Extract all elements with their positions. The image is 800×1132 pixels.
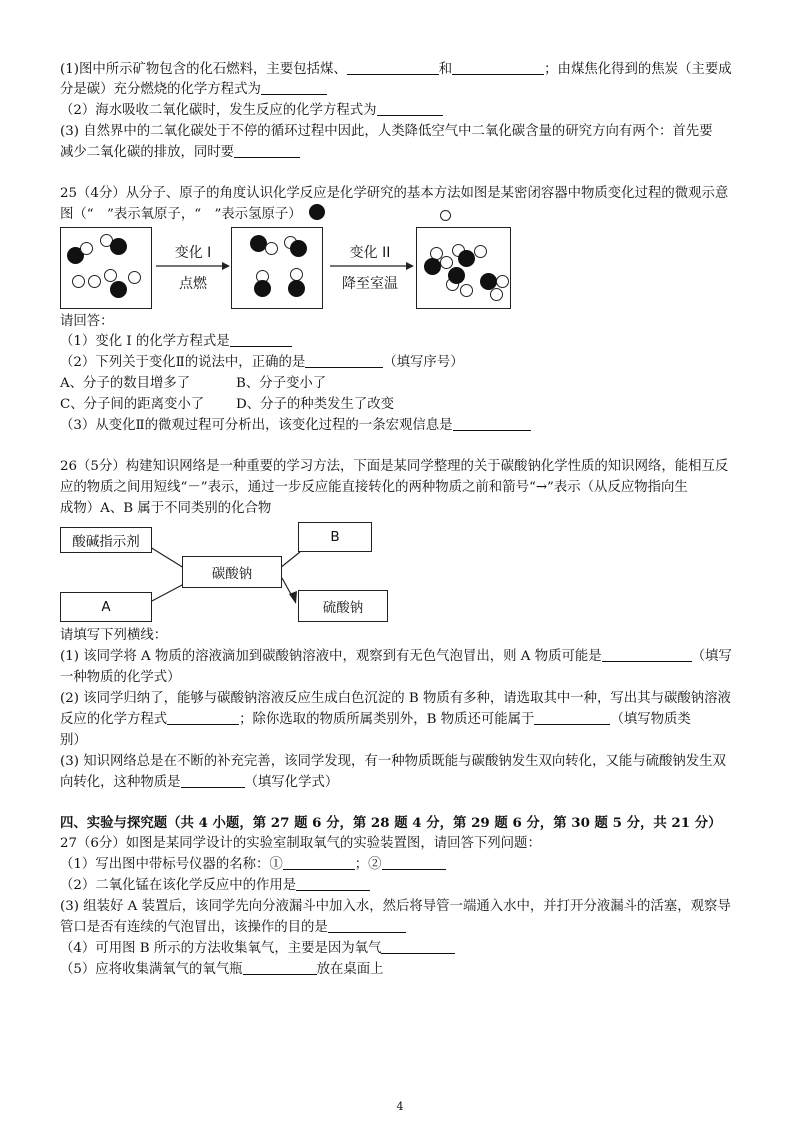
atom-icon [458, 250, 475, 267]
atom-icon [110, 281, 127, 298]
answer-blank[interactable] [328, 920, 406, 933]
q25-answer-intro: 请回答： [60, 314, 114, 329]
q27-part-3a: (3) 组装好 A 装置后，该同学先向分液漏斗中加入水，然后将导管一端通入水中，并打开分液漏斗的活塞，观察导 [60, 899, 731, 914]
q26-stem-1: 26（5分）构建知识网络是一种重要的学习方法，下面是某同学整理的关于碳酸钠化学性质的知识网络，能相互反 [60, 459, 729, 474]
box-acid-base-indicator: 酸碱指示剂 [60, 527, 152, 553]
atom-icon [128, 271, 141, 284]
q27-stem: 27（6分）如图是某同学设计的实验室制取氧气的实验装置图，请回答下列问题： [60, 836, 541, 851]
change-2-label: 变化 II [349, 245, 391, 261]
q25-part-2: （2）下列关于变化Ⅱ的说法中，正确的是 （填写序号） [60, 355, 464, 370]
q26-part-2a: (2) 该同学归纳了，能够与碳酸钠溶液反应生成白色沉淀的 B 物质有多种，请选取其中一种，写出其与碳酸钠溶液 [60, 691, 731, 706]
molecule-box-intermediate [231, 227, 323, 309]
atom-icon [460, 284, 473, 297]
section-4-title: 四、实验与探究题（共 4 小题，第 27 题 6 分，第 28 题 4 分，第 29 题 6 分，第 30 题 5 分，共 21 分） [60, 815, 722, 831]
q27-part-5: （5）应将收集满氧气的氧气瓶 放在桌面上 [60, 962, 384, 977]
q25-part-3: （3）从变化Ⅱ的微观过程可分析出，该变化过程的一条宏观信息是 [60, 418, 531, 434]
q26-part-2b: 反应的化学方程式 ；除你选取的物质所属类别外，B 物质还可能属于 （填写物质类 [60, 712, 691, 727]
q24-line-4: (3) 自然界中的二氧化碳处于不停的循环过程中因此，人类降低空气中二氧化碳含量的研究方向有两个：首先要 [60, 124, 713, 139]
answer-blank[interactable] [167, 712, 239, 725]
answer-blank[interactable] [261, 82, 327, 95]
change-1-condition: 点燃 [179, 276, 207, 292]
q24-line-2: 分是碳）充分燃烧的化学方程式为 [60, 82, 327, 98]
q26-part-1b: 一种物质的化学式） [60, 670, 181, 685]
answer-blank[interactable] [283, 857, 355, 870]
answer-blank[interactable] [452, 62, 544, 75]
atom-icon [254, 280, 271, 297]
q24-line-1: (1)图中所示矿物包含的化石燃料，主要包括煤、 和 ；由煤焦化得到的焦炭（主要成 [60, 62, 732, 77]
q26-stem-2: 应的物质之间用短线“－”表示，通过一步反应能直接转化的两种物质之前和箭号“→”表示（从反应物指向生 [60, 480, 688, 495]
q27-part-4: （4）可用图 B 所示的方法收集氧气，主要是因为氧气 [60, 941, 455, 957]
atom-icon [474, 245, 487, 258]
q25-stem-1: 25（4分）从分子、原子的角度认识化学反应是化学研究的基本方法如图是某密闭容器中物质变化过程的微观示意 [60, 186, 729, 201]
answer-blank[interactable] [602, 649, 692, 662]
answer-blank[interactable] [381, 941, 455, 954]
page-number: 4 [396, 1100, 404, 1113]
answer-blank[interactable] [534, 712, 610, 725]
q26-part-3a: (3) 知识网络总是在不断的补充完善，该同学发现，有一种物质既能与碳酸钠发生双向转化，又能与硫酸钠发生双 [60, 754, 726, 769]
q26-part-3b: 向转化，这种物质是 （填写化学式） [60, 775, 339, 790]
q25-stem-2: 图（“ ”表示氧原子，“ ”表示氢原子） [60, 207, 302, 222]
atom-icon [490, 288, 503, 301]
q25-options-ab: A、分子的数目增多了 B、分子变小了 [60, 376, 327, 391]
hydrogen-legend-icon [309, 204, 325, 220]
atom-icon [288, 280, 305, 297]
atom-icon [424, 258, 441, 275]
atom-icon [104, 269, 117, 282]
answer-blank[interactable] [230, 334, 292, 347]
change-2-condition: 降至室温 [342, 276, 398, 292]
answer-blank[interactable] [347, 62, 439, 75]
atom-icon [290, 240, 307, 257]
answer-blank[interactable] [453, 418, 531, 431]
arrow-right-icon [330, 261, 414, 271]
q26-part-2c: 别） [60, 733, 87, 748]
box-sodium-carbonate: 碳酸钠 [182, 556, 282, 588]
atom-icon [80, 242, 93, 255]
q25-options-cd: C、分子间的距离变小了 D、分子的种类发生了改变 [60, 397, 395, 412]
q24-line-5: 减少二氧化碳的排放，同时要 [60, 145, 300, 161]
arrow-right-icon [156, 261, 230, 271]
box-substance-a: A [60, 592, 152, 622]
box-sodium-sulfate: 硫酸钠 [298, 590, 388, 622]
q27-part-3b: 管口是否有连续的气泡冒出，该操作的目的是 [60, 920, 406, 936]
answer-blank[interactable] [377, 103, 443, 116]
atom-icon [448, 267, 465, 284]
atom-icon [72, 275, 85, 288]
change-1-label: 变化 I [174, 245, 212, 261]
atom-icon [265, 242, 278, 255]
answer-blank[interactable] [181, 775, 245, 788]
atom-icon [496, 275, 509, 288]
answer-blank[interactable] [305, 355, 383, 368]
q27-part-1: （1）写出图中带标号仪器的名称：① ；② [60, 857, 446, 873]
answer-blank[interactable] [382, 857, 446, 870]
q26-fill-intro: 请填写下列横线： [60, 628, 168, 643]
answer-blank[interactable] [234, 145, 300, 158]
atom-icon [440, 256, 453, 269]
oxygen-legend-icon [440, 210, 451, 221]
q26-stem-3: 成物）A、B 属于不同类别的化合物 [60, 501, 272, 516]
atom-icon [88, 275, 101, 288]
q27-part-2: （2）二氧化锰在该化学反应中的作用是 [60, 878, 370, 894]
q26-part-1a: (1) 该同学将 A 物质的溶液滴加到碳酸钠溶液中，观察到有无色气泡冒出，则 A 物质可能是 （填写 [60, 649, 732, 664]
box-substance-b: B [298, 522, 372, 552]
atom-icon [110, 238, 127, 255]
answer-blank[interactable] [296, 878, 370, 891]
q24-line-3: （2）海水吸收二氧化碳时，发生反应的化学方程式为 [60, 103, 443, 119]
q25-part-1: （1）变化 I 的化学方程式是 [60, 334, 292, 350]
answer-blank[interactable] [243, 962, 317, 975]
